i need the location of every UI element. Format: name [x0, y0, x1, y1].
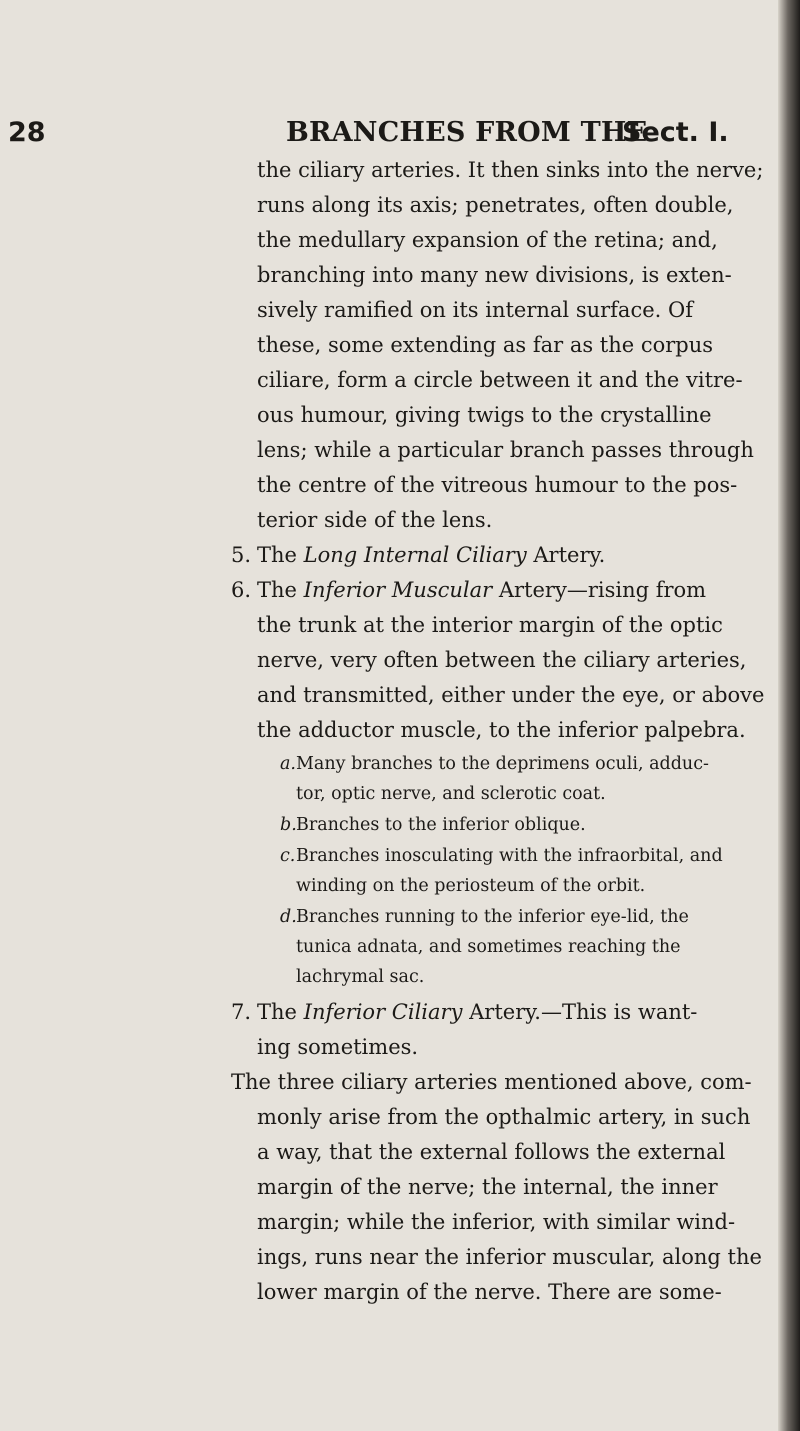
page-header: [0, 117, 800, 153]
text-line: margin; while the inferior, with similar wind-: [257, 1210, 736, 1234]
text-line: a way, that the external follows the external: [257, 1140, 726, 1164]
text-line: ciliare, form a circle between it and the vitre-: [257, 368, 743, 392]
page-number: 28: [8, 117, 46, 148]
sub-item-a: [280, 756, 709, 774]
sub-item-text: Branches inosculating with the infraorbital, and: [296, 846, 723, 866]
text-line: ous humour, giving twigs to the crystalline: [257, 403, 712, 427]
text-line: tunica adnata, and sometimes reaching the: [296, 937, 681, 957]
text-line: ing sometimes.: [257, 1035, 419, 1059]
text-line: the ciliary arteries. It then sinks into the nerve;: [257, 158, 764, 182]
sub-item-d: [280, 909, 689, 927]
text-line: and transmitted, either under the eye, or above: [257, 683, 765, 707]
text-line: tor, optic nerve, and sclerotic coat.: [296, 784, 606, 804]
text-line: The three ciliary arteries mentioned above, com-: [231, 1070, 752, 1094]
text-line: branching into many new divisions, is exten-: [257, 263, 732, 287]
item-prefix: The: [257, 578, 297, 602]
item-number: 7.: [231, 1000, 252, 1024]
text-line: sively ramified on its internal surface. Of: [257, 298, 693, 322]
text-line: lens; while a particular branch passes through: [257, 438, 754, 462]
text-line: the trunk at the interior margin of the optic: [257, 613, 723, 637]
item-number: 6.: [231, 578, 252, 602]
text-line: lachrymal sac.: [296, 967, 425, 987]
text-line: nerve, very often between the ciliary arteries,: [257, 648, 747, 672]
sub-item-c: [280, 848, 723, 866]
text-line: lower margin of the nerve. There are some-: [257, 1280, 722, 1304]
item-6: [231, 580, 706, 601]
page-edge-shadow: [778, 0, 800, 1431]
artery-name: Inferior Muscular: [303, 578, 493, 602]
text-line: the centre of the vitreous humour to the pos-: [257, 473, 738, 497]
text-line: terior side of the lens.: [257, 508, 493, 532]
sub-item-text: Branches to the inferior oblique.: [296, 815, 586, 835]
item-prefix: The: [257, 1000, 297, 1024]
sub-item-letter: d.: [280, 907, 297, 927]
text-line: runs along its axis; penetrates, often double,: [257, 193, 734, 217]
text-line: winding on the periosteum of the orbit.: [296, 876, 646, 896]
sub-item-text: Many branches to the deprimens oculi, adduc-: [296, 754, 709, 774]
sub-item-letter: b.: [280, 815, 297, 835]
item-prefix: The: [257, 543, 297, 567]
text-line: the adductor muscle, to the inferior palpebra.: [257, 718, 746, 742]
sub-item-letter: c.: [280, 846, 296, 866]
text-line: ings, runs near the inferior muscular, along the: [257, 1245, 762, 1269]
item-suffix: Artery.: [533, 543, 606, 567]
text-line: monly arise from the opthalmic artery, in such: [257, 1105, 751, 1129]
text-line: margin of the nerve; the internal, the inner: [257, 1175, 718, 1199]
sub-item-b: [280, 817, 586, 835]
item-suffix: Artery.—This is want-: [469, 1000, 698, 1024]
item-7: [231, 1002, 697, 1023]
running-title: BRANCHES FROM THE: [286, 117, 648, 148]
item-number: 5.: [231, 543, 252, 567]
artery-name: Long Internal Ciliary: [303, 543, 527, 567]
section-label: Sect. I.: [622, 117, 729, 148]
sub-item-text: Branches running to the inferior eye-lid, the: [296, 907, 689, 927]
text-line: these, some extending as far as the corpus: [257, 333, 714, 357]
item-5: [231, 545, 605, 566]
item-suffix: Artery—rising from: [498, 578, 707, 602]
sub-item-letter: a.: [280, 754, 296, 774]
artery-name: Inferior Ciliary: [303, 1000, 463, 1024]
text-line: the medullary expansion of the retina; and,: [257, 228, 718, 252]
